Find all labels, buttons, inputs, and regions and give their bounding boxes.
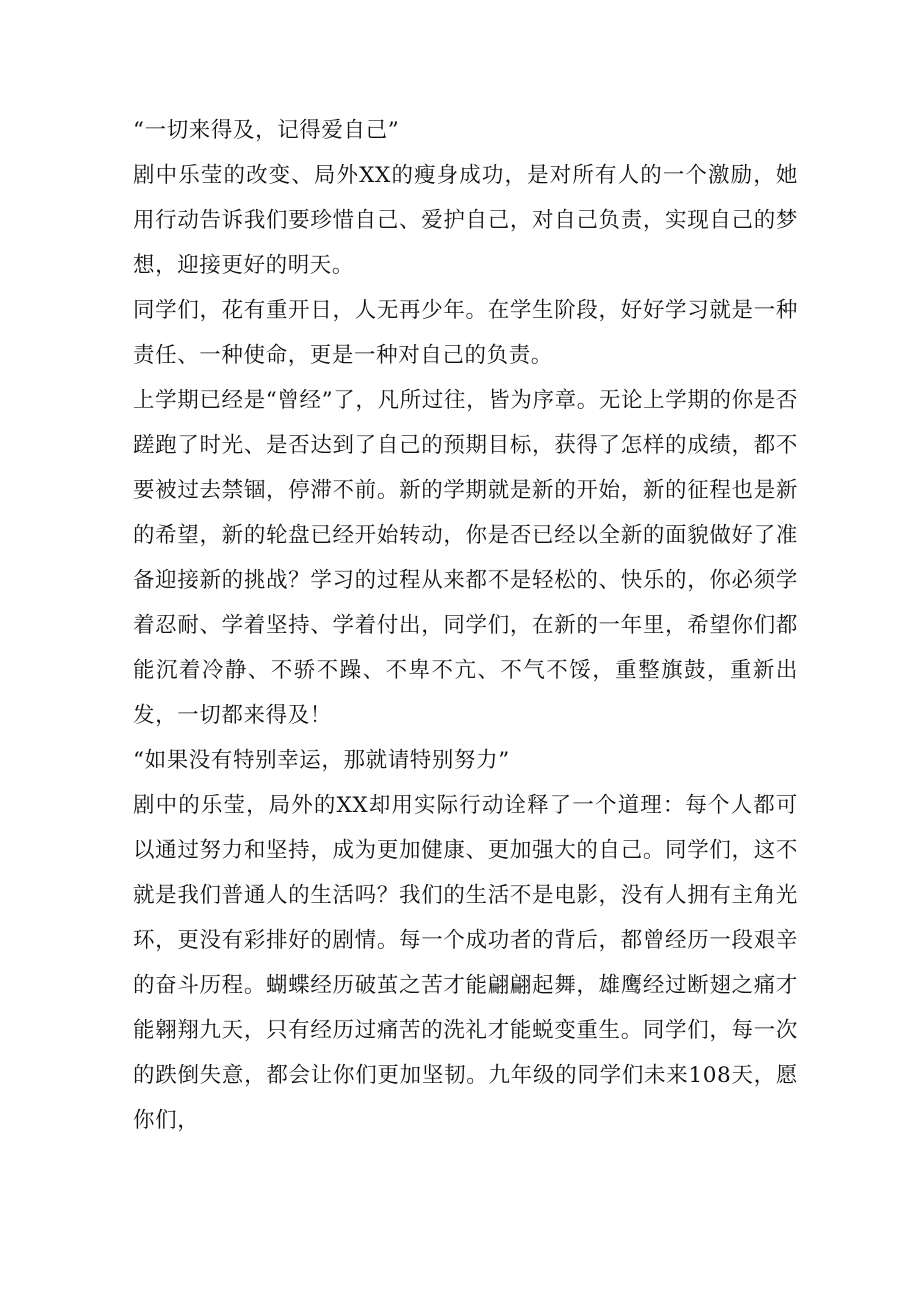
paragraph-2: 同学们，花有重开日，人无再少年。在学生阶段，好好学习就是一种责任、一种使命，更是一种对自己的负责。 <box>133 298 798 368</box>
paragraph-1: 剧中乐莹的改变、局外XX的瘦身成功，是对所有人的一个激励，她用行动告诉我们要珍惜自己、爱护自己，对自己负责，实现自己的梦想，迎接更好的明天。 <box>133 163 798 278</box>
section-heading-2: “如果没有特别幸运，那就请特别努力” <box>133 748 510 773</box>
paragraph-4: 剧中的乐莹，局外的XX却用实际行动诠释了一个道理：每个人都可以通过努力和坚持，成为更加健康、更加强大的自己。同学们，这不就是我们普通人的生活吗？我们的生活不是电影，没有人拥有主角光环，更没有彩排好的剧情。每一个成功者的背后，都曾经历一段艰辛的奋斗历程。蝴蝶经历破茧之苦才能翩翩起舞，雄鹰经过断翅之痛才能翱翔九天，只有经历过痛苦的洗礼才能蜕变重生。同学们，每一次的跌倒失意，都会让你们更加坚韧。九年级的同学们未来108天，愿你们， <box>133 793 798 1133</box>
section-heading-1: “一切来得及，记得爱自己” <box>133 118 400 143</box>
paragraph-3: 上学期已经是“曾经”了，凡所过往，皆为序章。无论上学期的你是否蹉跑了时光、是否达到了自己的预期目标，获得了怎样的成绩，都不要被过去禁锢，停滞不前。新的学期就是新的开始，新的征程也是新的希望，新的轮盘已经开始转动，你是否已经以全新的面貌做好了准备迎接新的挑战？学习的过程从来都不是轻松的、快乐的，你必须学着忍耐、学着坚持、学着付出，同学们，在新的一年里，希望你们都能沉着冷静、不骄不躁、不卑不亢、不气不馁，重整旗鼓，重新出发，一切都来得及！ <box>133 388 798 728</box>
document-body <box>133 108 798 1143</box>
